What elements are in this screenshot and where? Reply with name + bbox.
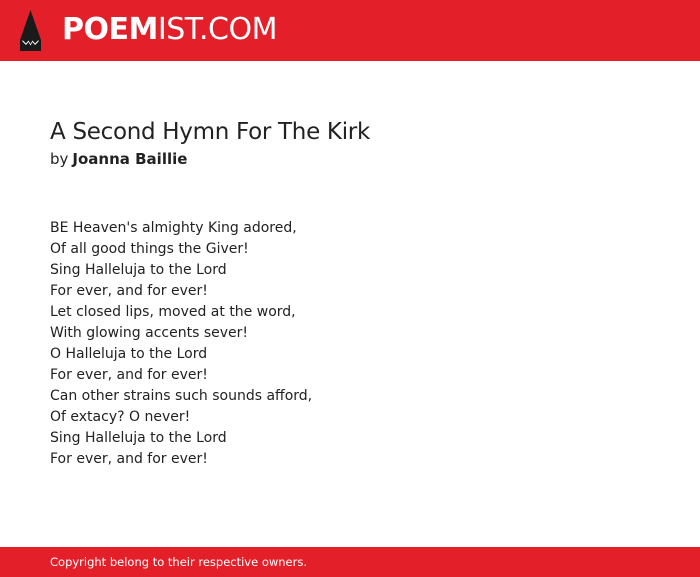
author-name: Joanna Baillie — [72, 150, 188, 168]
poem-body — [50, 218, 670, 470]
poem-line: Of all good things the Giver! — [50, 241, 249, 257]
pencil-tip-icon — [18, 10, 43, 51]
poem-line: For ever, and for ever! — [50, 283, 208, 299]
site-header — [0, 0, 700, 61]
poem-line: BE Heaven's almighty King adored, — [50, 220, 297, 236]
site-footer — [0, 547, 700, 577]
byline — [50, 148, 187, 170]
poem-line: For ever, and for ever! — [50, 451, 208, 467]
poem-line: For ever, and for ever! — [50, 367, 208, 383]
logo-light-text: IST.COM — [157, 12, 277, 47]
poem-line: With glowing accents sever! — [50, 325, 248, 341]
poem-line: Let closed lips, moved at the word, — [50, 304, 296, 320]
poem-line: Can other strains such sounds afford, — [50, 388, 313, 404]
by-label: by — [50, 150, 69, 168]
logo-bold-text: POEM — [62, 12, 158, 47]
poem-line: Sing Halleluja to the Lord — [50, 430, 227, 446]
copyright-notice: Copyright belong to their respective owners. — [50, 555, 308, 569]
poem-line: Of extacy? O never! — [50, 409, 191, 425]
poem-line: Sing Halleluja to the Lord — [50, 262, 227, 278]
poem-line: O Halleluja to the Lord — [50, 346, 208, 362]
poem-title: A Second Hymn For The Kirk — [50, 119, 370, 145]
site-logo[interactable] — [62, 12, 277, 48]
